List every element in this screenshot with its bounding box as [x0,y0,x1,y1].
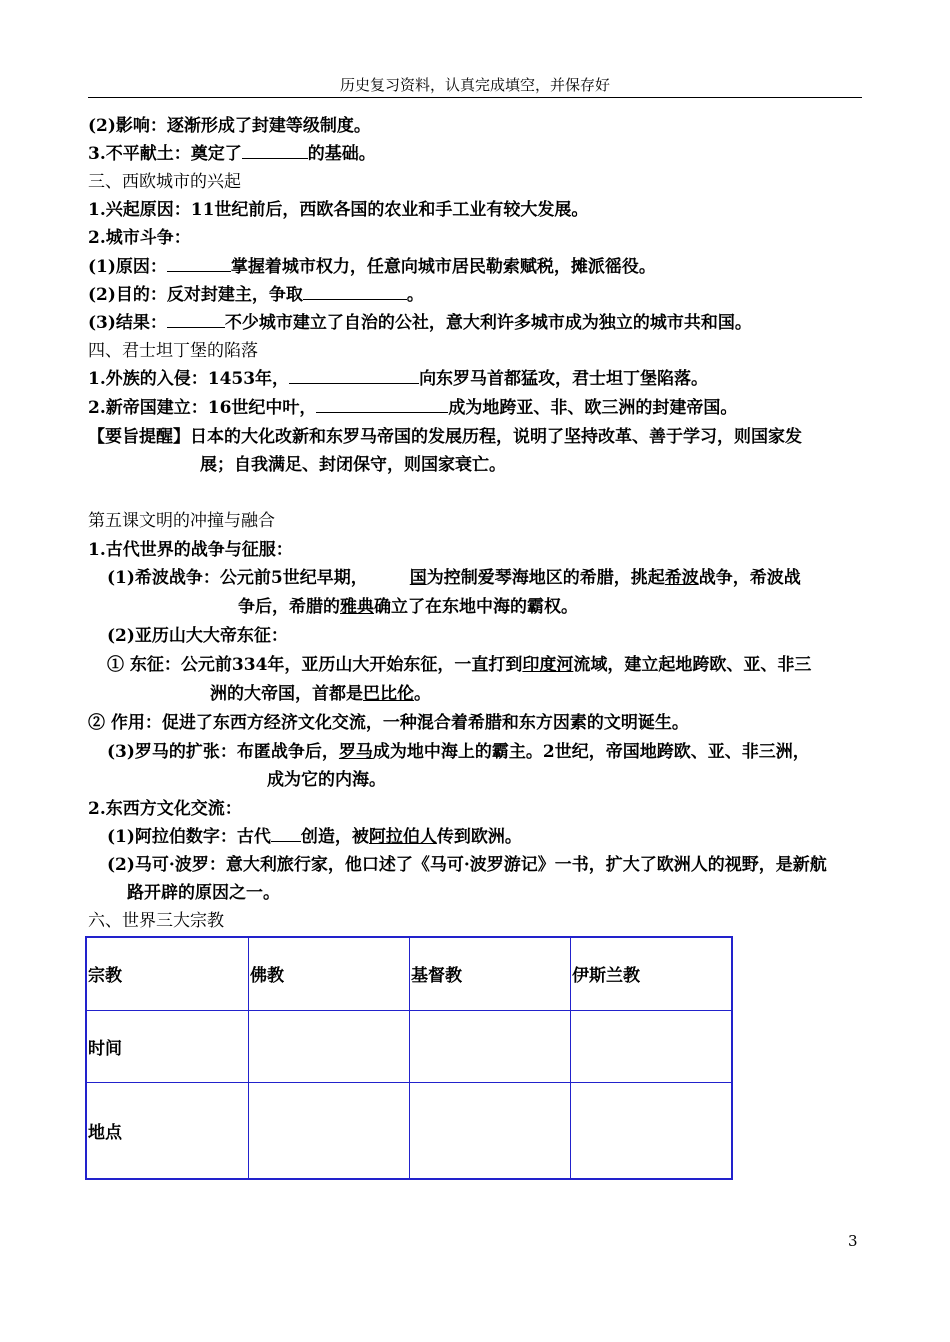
table-cell[interactable] [571,1010,733,1082]
text-line: 洲的大帝国，首都是巴比伦。 [210,684,431,704]
table-cell[interactable] [571,1082,733,1179]
table-cell[interactable] [410,1010,571,1082]
text-line: (1)原因： 掌握着城市权力，任意向城市居民勒索赋税，摊派徭役。 [88,257,656,277]
page-header: 历史复习资料，认真完成填空，并保存好 [88,75,862,98]
text-line: (1)阿拉伯数字：古代 创造，被阿拉伯人传到欧洲。 [107,827,522,847]
table-cell[interactable] [249,1082,410,1179]
table-row [86,1010,732,1082]
table-header-row [86,937,732,1010]
table-header-cell: 宗教 [86,937,249,1010]
text-line: (2)亚历山大大帝东征： [107,626,288,646]
fill-blank[interactable] [289,367,419,384]
page-number: 3 [848,1232,858,1250]
text-line: (2)目的：反对封建主，争取 。 [88,285,424,305]
text-line: (1)希波战争：公元前5世纪早期， 国为控制爱琴海地区的希腊，挑起希波战争，希波战 [107,568,801,588]
text-line: 【要旨提醒】日本的大化改新和东罗马帝国的发展历程，说明了坚持改革、善于学习，则国家发 [88,427,802,447]
text-line: 路开辟的原因之一。 [127,883,280,903]
text-line: 3.不平献土：奠定了 的基础。 [88,144,376,164]
table-row-label: 时间 [86,1010,249,1082]
table-header-cell: 佛教 [249,937,410,1010]
fill-blank[interactable] [167,255,231,272]
table-cell[interactable] [249,1010,410,1082]
text-line: 争后，希腊的雅典确立了在东地中海的霸权。 [238,597,578,617]
fill-blank[interactable] [167,311,225,328]
text-line: ② 作用：促进了东西方经济文化交流，一种混合着希腊和东方因素的文明诞生。 [88,713,689,733]
text-line: 1.兴起原因：11世纪前后，西欧各国的农业和手工业有较大发展。 [88,200,589,220]
text-line: (2)马可·波罗：意大利旅行家，他口述了《马可·波罗游记》一书，扩大了欧洲人的视野，是新航 [107,855,827,875]
fill-answer: 希波 [664,568,699,588]
fill-answer: 巴比伦 [363,684,414,704]
text-line: 成为它的内海。 [267,770,386,790]
section-heading: 六、世界三大宗教 [88,911,224,931]
section-heading: 三、西欧城市的兴起 [88,172,241,192]
fill-blank[interactable] [316,396,448,413]
fill-answer: 国 [409,568,427,588]
religions-table [85,936,733,1180]
text-line: 2.新帝国建立：16世纪中叶， 成为地跨亚、非、欧三洲的封建帝国。 [88,398,738,418]
table-row [86,1082,732,1179]
text-line: 1.古代世界的战争与征服： [88,540,293,560]
fill-answer: 罗马 [338,742,373,762]
lesson-title: 第五课文明的冲撞与融合 [88,511,275,531]
table-header-cell: 伊斯兰教 [571,937,733,1010]
text-line: 展；自我满足、封闭保守，则国家衰亡。 [200,455,506,475]
table-cell[interactable] [410,1082,571,1179]
text-line: 1.外族的入侵：1453年， 向东罗马首都猛攻，君士坦丁堡陷落。 [88,369,709,389]
table-header-cell: 基督教 [410,937,571,1010]
text-line: (3)结果： 不少城市建立了自治的公社，意大利许多城市成为独立的城市共和国。 [88,313,752,333]
text-line: (2)影响：逐渐形成了封建等级制度。 [88,116,371,136]
section-heading: 四、君士坦丁堡的陷落 [88,341,258,361]
text-line: ① 东征：公元前334年，亚历山大开始东征，一直打到印度河流域，建立起地跨欧、亚、非三 [107,655,812,675]
table-row-label: 地点 [86,1082,249,1179]
fill-blank[interactable] [242,142,308,159]
text-line: 2.城市斗争： [88,228,191,248]
fill-blank[interactable] [271,825,301,842]
fill-answer: 阿拉伯人 [368,827,437,847]
fill-answer: 印度河 [522,655,574,675]
text-line: (3)罗马的扩张：布匿战争后，罗马成为地中海上的霸主。2世纪，帝国地跨欧、亚、非三洲， [107,742,810,762]
text-line: 2.东西方文化交流： [88,799,242,819]
fill-blank[interactable] [303,283,407,300]
fill-answer: 雅典 [340,597,374,617]
